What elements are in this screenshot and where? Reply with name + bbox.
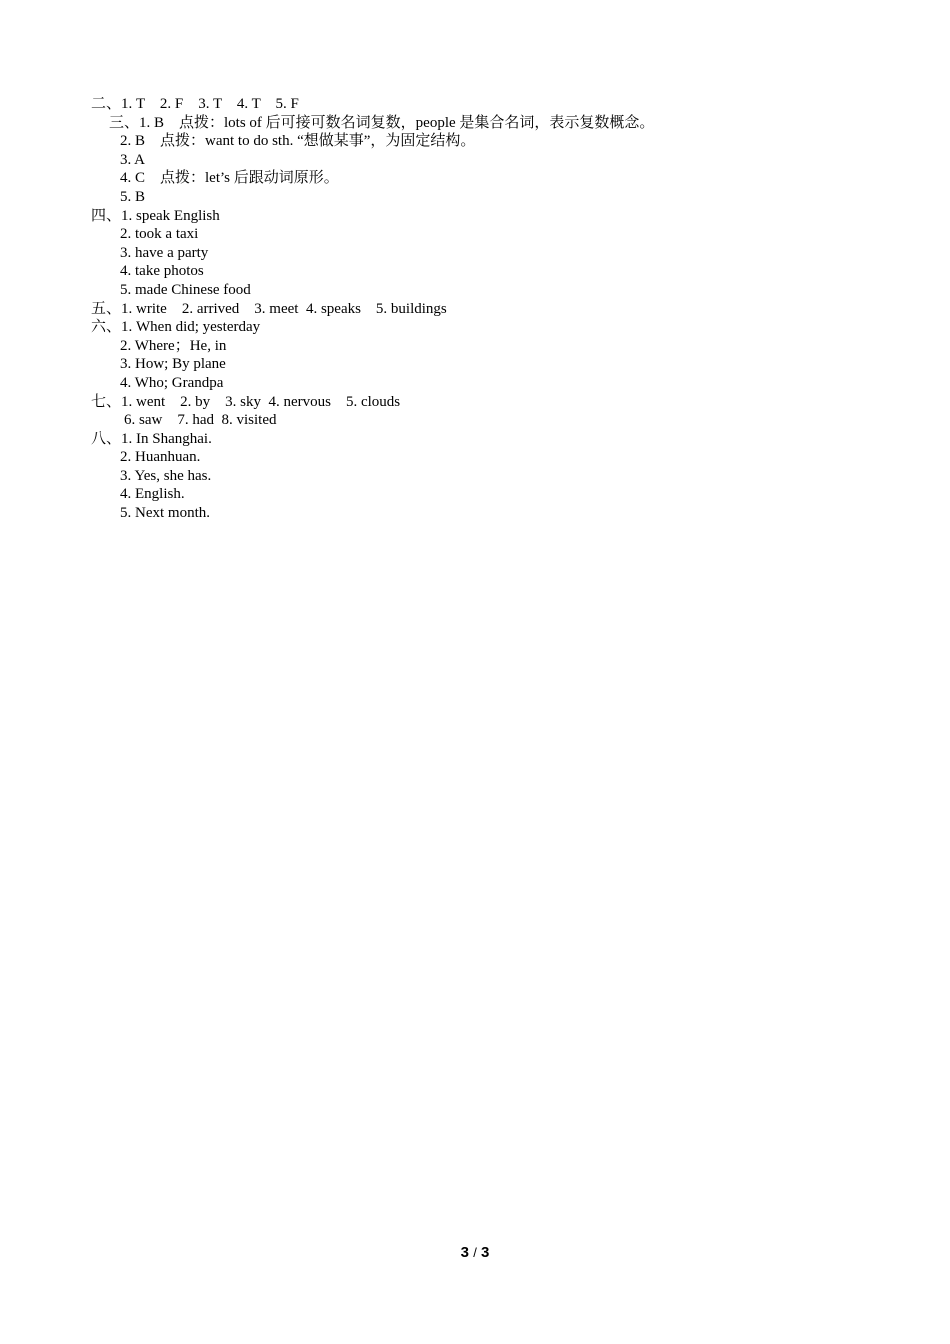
answer-key xyxy=(91,95,871,523)
page-total: 3 xyxy=(480,1244,490,1261)
section-4-item-5: 5. made Chinese food xyxy=(120,281,251,298)
section-8-item-4: 4. English. xyxy=(120,486,185,503)
section-4-item-3: 3. have a party xyxy=(120,244,209,261)
section-6-item-2: 2. Where；He, in xyxy=(120,337,227,354)
section-7-row-2: 6. saw 7. had 8. visited xyxy=(124,412,277,429)
section-4-item-4: 4. take photos xyxy=(120,263,204,280)
section-4-item-2: 2. took a taxi xyxy=(120,226,199,243)
section-3-item-4: 4. C 点拨：let’s 后跟动词原形。 xyxy=(120,170,339,187)
section-8-item-2: 2. Huanhuan. xyxy=(120,449,201,466)
section-8-item-5: 5. Next month. xyxy=(120,505,210,522)
section-3-item-3: 3. A xyxy=(120,151,146,168)
section-6-item-1: 六、1. When did; yesterday xyxy=(91,319,261,336)
section-3-item-1: 三、1. B 点拨：lots of 后可接可数名词复数，people 是集合名词，表示复数概念。 xyxy=(109,114,655,131)
page-current: 3 xyxy=(460,1244,470,1261)
section-4-item-1: 四、1. speak English xyxy=(91,207,220,224)
section-3-item-2: 2. B 点拨：want to do sth. “想做某事”，为固定结构。 xyxy=(120,133,476,150)
section-3-item-5: 5. B xyxy=(120,188,146,205)
section-6-item-3: 3. How; By plane xyxy=(120,356,226,373)
section-8-item-1: 八、1. In Shanghai. xyxy=(91,430,212,447)
section-2-answers: 二、1. T 2. F 3. T 4. T 5. F xyxy=(91,96,299,112)
page-separator: / xyxy=(473,1245,477,1260)
section-5-answers: 五、1. write 2. arrived 3. meet 4. speaks 5. buildings xyxy=(91,300,447,317)
page-number xyxy=(0,1244,950,1261)
section-7-row-1: 七、1. went 2. by 3. sky 4. nervous 5. clouds xyxy=(91,393,401,410)
section-8-item-3: 3. Yes, she has. xyxy=(120,467,212,484)
section-6-item-4: 4. Who; Grandpa xyxy=(120,374,224,391)
